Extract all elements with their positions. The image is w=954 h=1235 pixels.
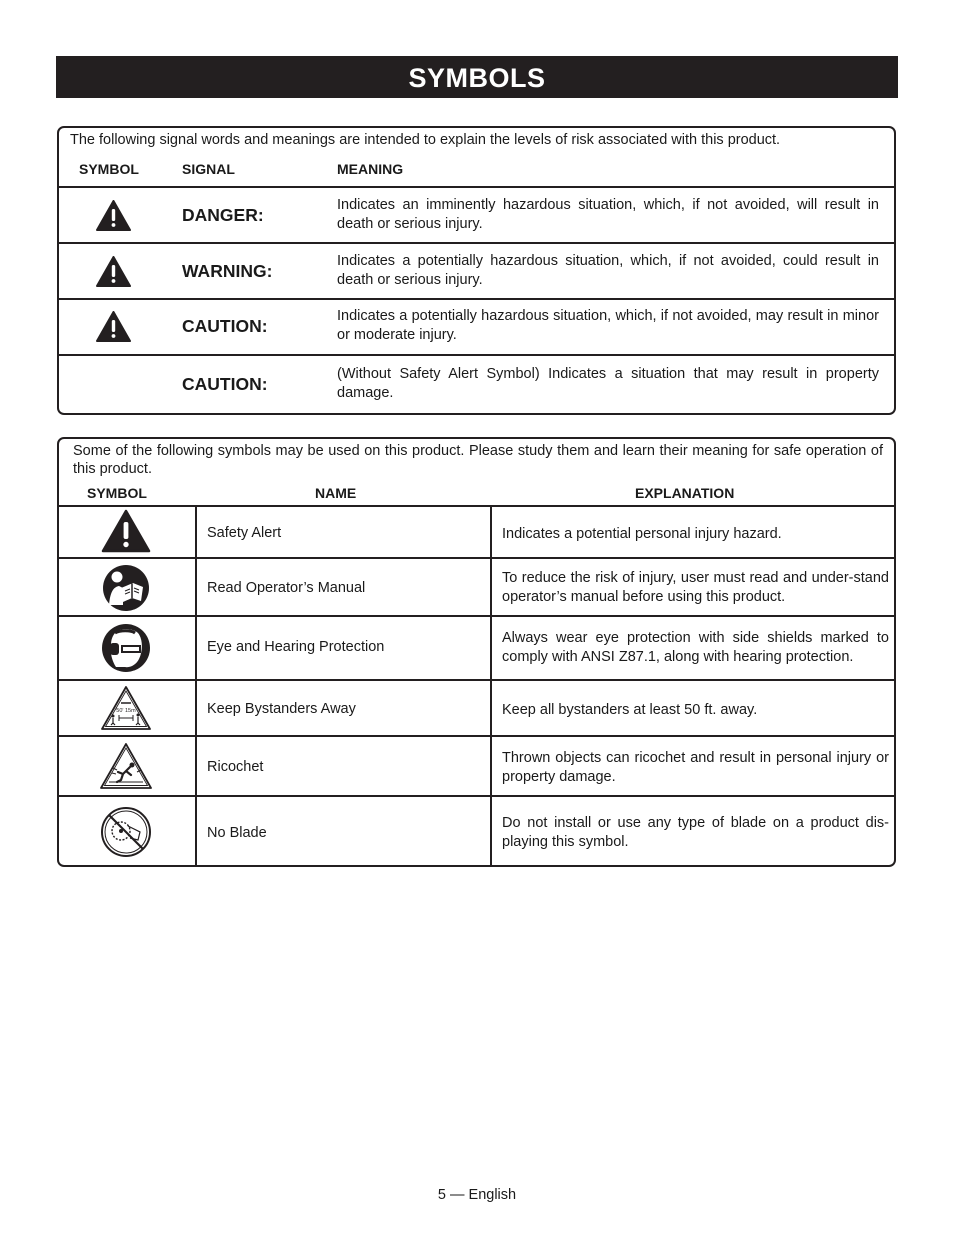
symbol-row-read-manual xyxy=(59,559,894,615)
signal-row-caution-property xyxy=(59,356,894,414)
signal-meaning: Indicates a potentially hazardous situation, which, if not avoided, could result in death or serious injury. xyxy=(337,253,879,288)
symbols-table xyxy=(57,437,896,867)
symbol-name: No Blade xyxy=(207,825,267,841)
signal-meaning: Indicates an imminently hazardous situation, which, if not avoided, will result in death or serious injury. xyxy=(337,197,879,232)
signal-label: CAUTION: xyxy=(182,374,268,394)
symbol-row-no-blade xyxy=(59,797,894,867)
symbol-name: Eye and Hearing Protection xyxy=(207,639,385,655)
eye-hearing-protection-icon xyxy=(101,623,151,673)
signal-label: WARNING: xyxy=(182,261,273,281)
no-blade-icon xyxy=(100,806,152,858)
symbols-intro: Some of the following symbols may be used on this product. Please study them and learn their meaning for safe operation of this product. xyxy=(73,443,883,477)
signal-row-caution xyxy=(59,300,894,354)
symbol-row-bystanders xyxy=(59,681,894,735)
symbol-explanation: Always wear eye protection with side shields marked to comply with ANSI Z87.1, along with hearing protection. xyxy=(502,630,889,665)
keep-bystanders-away-icon xyxy=(100,685,152,731)
safety-alert-icon xyxy=(96,200,131,231)
signal-label: DANGER: xyxy=(182,205,264,225)
symbol-row-ricochet xyxy=(59,737,894,795)
signal-meaning: (Without Safety Alert Symbol) Indicates a situation that may result in property damage. xyxy=(337,366,879,401)
header-meaning: MEANING xyxy=(337,161,404,177)
safety-alert-icon xyxy=(96,256,131,287)
symbol-explanation: Indicates a potential personal injury hazard. xyxy=(502,526,782,542)
page-footer: 5 — English xyxy=(437,1187,517,1203)
header-signal: SIGNAL xyxy=(182,161,235,177)
symbol-explanation: Do not install or use any type of blade on a product dis-playing this symbol. xyxy=(502,815,889,850)
ricochet-icon xyxy=(99,742,153,790)
signal-row-danger xyxy=(59,188,894,242)
safety-alert-icon xyxy=(96,311,131,342)
signal-row-warning xyxy=(59,244,894,298)
read-manual-icon xyxy=(102,564,150,612)
signal-meaning: Indicates a potentially hazardous situation, which, if not avoided, may result in minor or moderate injury. xyxy=(337,308,879,343)
header-symbol: SYMBOL xyxy=(79,161,139,177)
symbol-explanation: To reduce the risk of injury, user must read and under-stand operator’s manual before using this product. xyxy=(502,570,889,605)
header-explanation: EXPLANATION xyxy=(635,485,735,501)
symbol-explanation: Keep all bystanders at least 50 ft. away. xyxy=(502,702,758,718)
header-symbol: SYMBOL xyxy=(87,485,147,501)
header-name: NAME xyxy=(315,485,357,501)
symbol-row-eye-hearing xyxy=(59,617,894,679)
page-title: SYMBOLS xyxy=(56,56,898,98)
symbol-name: Read Operator’s Manual xyxy=(207,580,366,596)
symbol-row-safety-alert xyxy=(59,507,894,557)
symbol-name: Safety Alert xyxy=(207,525,282,541)
safety-alert-icon xyxy=(101,509,151,553)
symbol-name: Keep Bystanders Away xyxy=(207,701,356,717)
distance-label: 50' 15m xyxy=(116,708,136,714)
symbol-explanation: Thrown objects can ricochet and result in personal injury or property damage. xyxy=(502,750,889,785)
signal-label: CAUTION: xyxy=(182,316,268,336)
symbol-name: Ricochet xyxy=(207,759,264,775)
signal-words-intro: The following signal words and meanings are intended to explain the levels of risk associated with this product. xyxy=(70,132,781,148)
signal-words-table xyxy=(57,126,896,415)
